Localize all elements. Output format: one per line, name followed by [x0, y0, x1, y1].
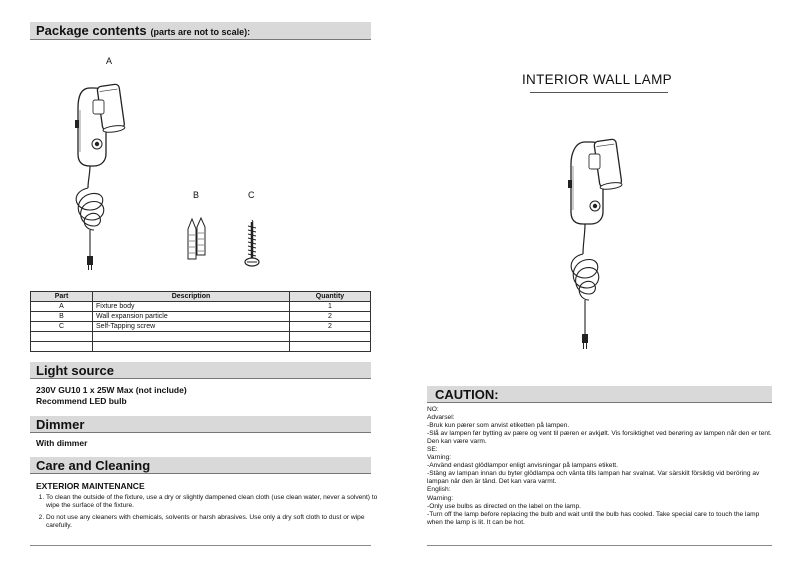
- light-source-line1: 230V GU10 1 x 25W Max (not include): [36, 385, 187, 395]
- table-cell: [93, 342, 290, 352]
- table-header-quantity: Quantity: [290, 292, 371, 302]
- light-source-line2: Recommend LED bulb: [36, 396, 127, 406]
- english-line: -Turn off the lamp before replacing the bulb and wait until the bulb has cooled. Take special care to touch the lamp when the lamp is lit. It can be hot.: [427, 510, 760, 526]
- list-item: 1. To clean the outside of the fixture, use a dry or slightly dampened clean cloth (use clean water, never a solvent) to wipe the surface of the fixture.: [46, 494, 382, 510]
- part-b-label: B: [193, 190, 200, 200]
- table-cell: B: [31, 312, 93, 322]
- wall-lamp-illustration: [555, 128, 635, 360]
- table-cell: 2: [290, 322, 371, 332]
- care-cleaning-header: [30, 457, 371, 474]
- table-row: [31, 302, 371, 312]
- dimmer-title: Dimmer: [36, 417, 85, 432]
- wall-plug-illustration-b: [182, 215, 212, 265]
- left-footer-divider: [30, 545, 371, 546]
- table-cell: Fixture body: [93, 302, 290, 312]
- caution-body: [427, 406, 772, 527]
- table-row: [31, 322, 371, 332]
- table-cell: [31, 342, 93, 352]
- english-warning-label: Warning:: [427, 494, 454, 502]
- table-cell: 2: [290, 312, 371, 322]
- screw-illustration-c: [240, 218, 268, 270]
- swedish-line: -Använd endast glödlampor enligt anvisningar på lampans etikett.: [427, 462, 618, 470]
- table-cell: [31, 332, 93, 342]
- table-cell: 1: [290, 302, 371, 312]
- english-label: English:: [427, 486, 451, 494]
- norwegian-warning-label: Advarsel:: [427, 414, 455, 422]
- list-item: 2. Do not use any cleaners with chemicals, solvents or harsh abrasives. Use only a dry soft cloth to dust or wipe carefully.: [46, 514, 382, 530]
- part-a-label: A: [106, 56, 113, 66]
- table-header-description: Description: [93, 292, 290, 302]
- caution-header: [427, 386, 772, 403]
- caution-title: CAUTION:: [435, 387, 499, 402]
- norwegian-line: -Slå av lampen før bytting av pære og vent til pæren er avkjølt. Vis forsiktighet ved berøring av lampen når den er tent. Den kan være varm.: [427, 430, 772, 446]
- care-instructions-list: [36, 494, 382, 534]
- table-row: [31, 332, 371, 342]
- table-cell: C: [31, 322, 93, 332]
- norwegian-label: NO:: [427, 406, 439, 413]
- table-cell: [93, 332, 290, 342]
- table-row: [31, 342, 371, 352]
- care-cleaning-title: Care and Cleaning: [36, 458, 151, 473]
- package-contents-title: Package contents: [36, 23, 147, 38]
- table-cell: Wall expansion particle: [93, 312, 290, 322]
- light-source-header: [30, 362, 371, 379]
- package-contents-header: [30, 22, 371, 40]
- table-cell: A: [31, 302, 93, 312]
- product-title: INTERIOR WALL LAMP: [522, 72, 672, 87]
- table-header-part: Part: [31, 292, 93, 302]
- light-source-title: Light source: [36, 363, 115, 378]
- wall-lamp-illustration-a: [60, 70, 140, 280]
- part-c-label: C: [248, 190, 255, 200]
- swedish-label: SE:: [427, 446, 438, 454]
- table-cell: [290, 332, 371, 342]
- right-footer-divider: [427, 545, 772, 546]
- english-line: -Only use bulbs as directed on the label on the lamp.: [427, 502, 581, 510]
- table-cell: [290, 342, 371, 352]
- norwegian-line: -Bruk kun pærer som anvist etiketten på lampen.: [427, 422, 570, 430]
- parts-table: [30, 291, 371, 352]
- table-row: [31, 312, 371, 322]
- swedish-line: -Stäng av lampan innan du byter glödlampa och vänta tills lampan har svalnat. Var särskilt försiktig vid beröring av lampan när den är tänd. Det kan vara varmt.: [427, 470, 760, 486]
- dimmer-header: [30, 416, 371, 433]
- package-contents-subtitle: (parts are not to scale):: [150, 27, 251, 37]
- table-cell: Self-Tapping screw: [93, 322, 290, 332]
- title-underline: [530, 92, 668, 93]
- dimmer-text: With dimmer: [36, 438, 88, 448]
- swedish-warning-label: Varning:: [427, 454, 452, 462]
- exterior-maintenance-title: EXTERIOR MAINTENANCE: [36, 481, 145, 491]
